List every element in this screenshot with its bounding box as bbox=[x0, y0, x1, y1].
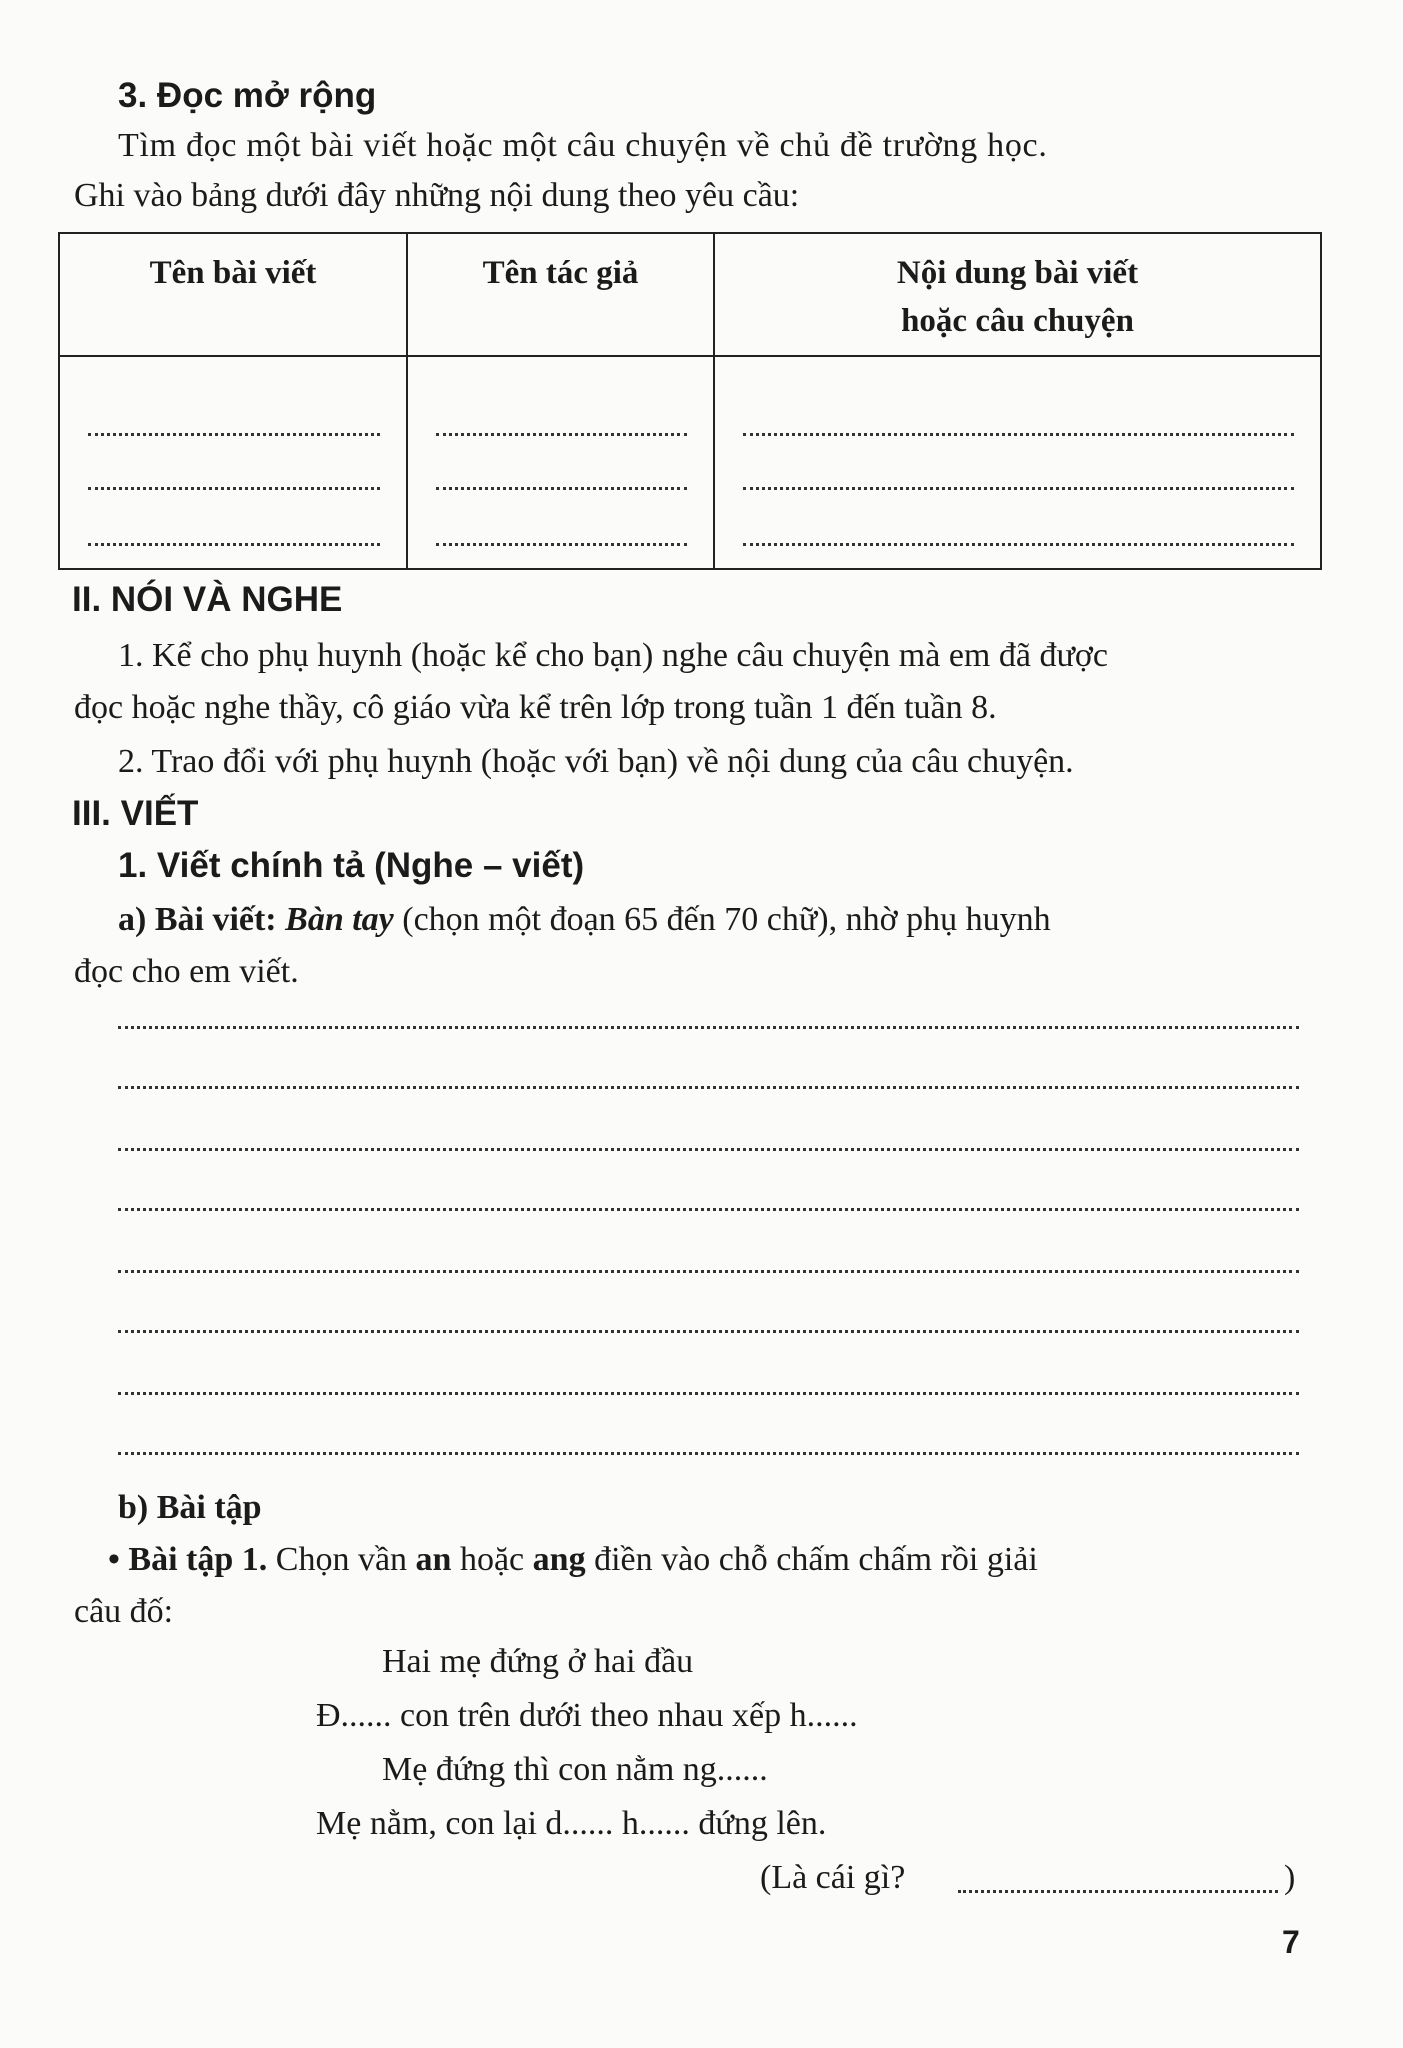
reading-table bbox=[58, 232, 1322, 570]
riddle-line1: Hai mẹ đứng ở hai đầu bbox=[382, 1643, 694, 1680]
dictation-task-line1: a) Bài viết: Bàn tay (chọn một đoạn 65 đến 70 chữ), nhờ phụ huynh bbox=[118, 901, 1051, 938]
dictation-heading: 1. Viết chính tả (Nghe – viết) bbox=[118, 846, 585, 885]
exercise1-line1: • Bài tập 1. Chọn vần an hoặc ang điền vào chỗ chấm chấm rồi giải bbox=[108, 1541, 1038, 1578]
dictation-line[interactable] bbox=[118, 1270, 1299, 1273]
reading-instruction-line1: Tìm đọc một bài viết hoặc một câu chuyện về chủ đề trường học. bbox=[118, 127, 1048, 164]
riddle-answer-line[interactable] bbox=[958, 1890, 1278, 1893]
col-header-content: Nội dung bài viết hoặc câu chuyện bbox=[714, 233, 1321, 356]
riddle-answer-close: ) bbox=[1284, 1859, 1296, 1896]
cell-author-answer[interactable] bbox=[407, 356, 714, 569]
section-heading-writing: III. VIẾT bbox=[72, 794, 199, 833]
dictation-line[interactable] bbox=[118, 1392, 1299, 1395]
page-number: 7 bbox=[1282, 1924, 1300, 1960]
riddle-answer-prompt: (Là cái gì? bbox=[760, 1859, 906, 1896]
dictation-line[interactable] bbox=[118, 1026, 1299, 1029]
reading-table-header bbox=[59, 233, 1321, 356]
dictation-line[interactable] bbox=[118, 1148, 1299, 1151]
dictation-task-line2: đọc cho em viết. bbox=[74, 953, 299, 990]
speaking-item1-line1: 1. Kể cho phụ huynh (hoặc kể cho bạn) nghe câu chuyện mà em đã được bbox=[118, 637, 1108, 674]
exercise-heading: b) Bài tập bbox=[118, 1489, 262, 1526]
speaking-item1-line2: đọc hoặc nghe thầy, cô giáo vừa kể trên lớp trong tuần 1 đến tuần 8. bbox=[74, 689, 997, 726]
cell-content-answer[interactable] bbox=[714, 356, 1321, 569]
riddle-line4[interactable]: Mẹ nằm, con lại d...... h...... đứng lên. bbox=[316, 1805, 827, 1842]
section-heading-speaking: II. NÓI VÀ NGHE bbox=[72, 580, 343, 619]
reading-table-row bbox=[59, 356, 1321, 569]
col-header-title: Tên bài viết bbox=[59, 233, 407, 356]
riddle-line3[interactable]: Mẹ đứng thì con nằm ng...... bbox=[382, 1751, 768, 1788]
cell-title-answer[interactable] bbox=[59, 356, 407, 569]
section-heading-reading: 3. Đọc mở rộng bbox=[118, 76, 377, 115]
dictation-line[interactable] bbox=[118, 1086, 1299, 1089]
reading-instruction-line2: Ghi vào bảng dưới đây những nội dung theo yêu cầu: bbox=[74, 177, 800, 214]
dictation-line[interactable] bbox=[118, 1452, 1299, 1455]
speaking-item2: 2. Trao đổi với phụ huynh (hoặc với bạn) về nội dung của câu chuyện. bbox=[118, 743, 1074, 780]
dictation-line[interactable] bbox=[118, 1330, 1299, 1333]
col-header-author: Tên tác giả bbox=[407, 233, 714, 356]
exercise1-line2: câu đố: bbox=[74, 1593, 174, 1630]
dictation-line[interactable] bbox=[118, 1208, 1299, 1211]
riddle-line2[interactable]: Đ...... con trên dưới theo nhau xếp h...... bbox=[316, 1697, 858, 1734]
